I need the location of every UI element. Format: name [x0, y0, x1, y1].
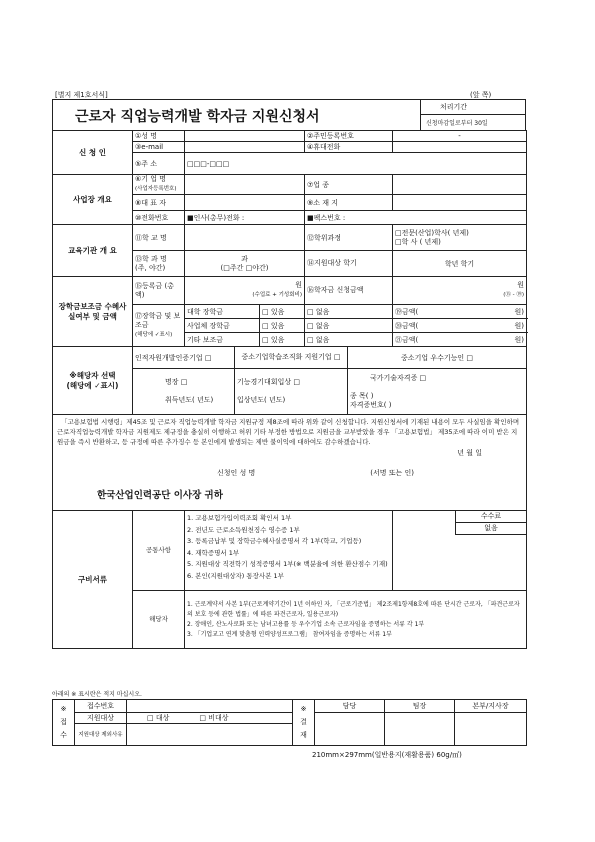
office-use-table — [52, 699, 527, 746]
form-number: [별지 제1호서식] — [55, 91, 108, 99]
docs-related-list: 1. 근로계약서 사본 1부(근로계약기간이 1년 이하인 자, 「근로기준법」 제2조제1항제8호에 따른 단시간 근로자, 「파견근로자의 보호 등에 관한 법률」에 따른 파견근로자, 일용근로자) 2. 장애인, 산노사로화 또는 남녀고용률 등 우수기업 소속 근로자임을 증명하는 서류 각 1부 3. 「기업교고 연계 맞춤형 인력양성프로그램」 참여자임을 증명하는 서류 1부 — [185, 591, 527, 649]
approval-team: 팀장 — [385, 700, 455, 713]
location-label: ⑨소 재 지 — [305, 195, 393, 211]
target-label: 지원대상 — [75, 713, 127, 724]
scholarship-kind: 대학 장학금 — [185, 305, 260, 319]
scholarship-no-checkbox[interactable]: □ 없음 — [305, 319, 393, 333]
applicant-section: 신 청 인 — [53, 131, 133, 175]
course-options[interactable]: □전문(산업)학사( 년제) □학 사 ( 년제) — [393, 225, 527, 251]
fee-label: ⑮등록금 (총액) — [133, 277, 185, 305]
major-label: ⑬학 과 명 (주, 야간) — [133, 251, 185, 277]
fax-field[interactable]: ■팩스번호 : — [305, 211, 527, 225]
scholarship-kind: 기타 보조금 — [185, 333, 260, 347]
email-field[interactable] — [185, 142, 305, 153]
paper-spec: 210mm×297mm(일반용지(재활용품) 60g/㎡) — [312, 751, 462, 759]
fee-box — [393, 511, 527, 591]
ceo-field[interactable] — [185, 195, 305, 211]
scholarship-yes-checkbox[interactable]: □ 있음 — [260, 305, 305, 319]
scholarship-amount[interactable]: ㉑금액( 원) — [393, 333, 527, 347]
scholarship-no-checkbox[interactable]: □ 없음 — [305, 305, 393, 319]
docs-common-list: 1. 고용보험가입이력조회 확인서 1부 2. 전년도 근로소득원천징수 영수증 1부 3. 등록금납부 및 장학금수혜사실증명서 각 1부(학교, 기업등) 4. 재학증명서 1부 5. 지원대상 직전학기 성적증명서 1부(※ 백분율에 의한 환산점수 기재) 6. 본인(지원대상자) 통장사본 1부 — [185, 511, 393, 591]
declaration-text: 「고용보험법 시행령」제45조 및 근로자 직업능력개발 학자금 지원규정 제8조에 따라 위와 같이 신청합니다. 지원신청서에 기재된 내용이 모두 사실임을 확인하며 근로자직업능력개발 학자금 지원제도 제규정을 충실히 이행하고 허위 기타 부정한 방법으로 지원금을 교부받았을 경우 「고용보험법」 제35조에 따라 이미 받은 지원금을 즉시 반환하고, 등 규정에 따른 추가징수 등 본인에게 발생되는 제반 불이익에 대하여도 감수하겠습니다. — [57, 418, 520, 446]
docs-common-label: 공통사항 — [133, 511, 185, 591]
target-option-contest[interactable]: 기능경기대회입상 □ 입상년도( 년도) — [235, 369, 348, 415]
target-option-certificate[interactable]: 국가기술자격증 □ 종 목( ) 자격증번호( ) — [348, 369, 527, 415]
zipcode-boxes: □□□-□□□ — [187, 159, 230, 168]
scholarship-amount[interactable]: ⑳금액( 원) — [393, 319, 527, 333]
processing-period-value: 신청마감일로부터 30일 — [426, 120, 488, 127]
exclusion-label: 지원대상 제외사유 — [75, 724, 127, 746]
footer-note: 아래의 ※ 표시란은 적지 마십시오. — [52, 691, 142, 698]
rrn-field[interactable]: - — [393, 131, 527, 142]
docs-related-label: 해당자 — [133, 591, 185, 649]
scholarship-no-checkbox[interactable]: □ 없음 — [305, 333, 393, 347]
request-amount-label: ⑯학자금 신청금액 — [305, 277, 393, 305]
fee-value: 없음 — [455, 523, 526, 535]
target-yes-checkbox[interactable]: □ 대상 — [147, 714, 170, 722]
scholarship-yes-checkbox[interactable]: □ 있음 — [260, 333, 305, 347]
ceo-label: ⑧대 표 자 — [133, 195, 185, 211]
signer-label: 신청인 성 명 — [217, 469, 256, 477]
processing-period-label: 처리기간 — [440, 103, 468, 111]
approval-staff-sign[interactable] — [315, 713, 385, 746]
target-no-checkbox[interactable]: □ 비대상 — [199, 714, 229, 722]
request-amount-field[interactable]: 원 (⑮ - ⑲) — [393, 277, 527, 305]
company-label: ⑥기 업 명 (사업자등록번호) — [133, 175, 185, 195]
recipient: 한국산업인력공단 이사장 귀하 — [97, 490, 223, 501]
scholarship-yes-checkbox[interactable]: □ 있음 — [260, 319, 305, 333]
scholarship-amount[interactable]: ⑲금액( 원) — [393, 305, 527, 319]
email-label: ③e-mail — [133, 142, 185, 153]
scholarship-kind: 사업체 장학금 — [185, 319, 260, 333]
school-name-label: ⑪학 교 명 — [133, 225, 185, 251]
target-options[interactable] — [127, 713, 293, 724]
docs-section: 구비서류 — [53, 511, 133, 649]
mobile-field[interactable] — [393, 142, 527, 153]
tel-label: ⑩전화번호 — [133, 211, 185, 225]
rrn-label: ②주민등록번호 — [305, 131, 393, 142]
approval-team-sign[interactable] — [385, 713, 455, 746]
hr-tel-field[interactable]: ■인사(총무)전화 : — [185, 211, 305, 225]
tuition-section: 장학금보조금 수혜사실여부 및 금액 — [53, 277, 133, 347]
industry-field[interactable] — [393, 175, 527, 195]
target-option-sme-learning[interactable]: 중소기업학습조직화 지원기업 □ — [235, 347, 348, 369]
target-semester-field[interactable]: 학년 학기 — [393, 251, 527, 277]
address-label: ⑤주 소 — [133, 153, 185, 175]
declaration-date: 년 월 일 — [457, 449, 483, 457]
school-section: 교육기관 개 요 — [53, 225, 133, 277]
fee-field[interactable]: 원 (수업료 + 기성회비) — [185, 277, 305, 305]
target-semester-label: ⑭지원대상 학기 — [305, 251, 393, 277]
company-field[interactable] — [185, 175, 305, 195]
form-title: 근로자 직업능력개발 학자금 지원신청서 — [75, 109, 320, 125]
course-label: ⑫학위과정 — [305, 225, 393, 251]
receipt-no-field[interactable] — [127, 700, 293, 713]
major-field[interactable]: 과 (□주간 □야간) — [185, 251, 305, 277]
fee-label: 수수료 — [455, 511, 526, 523]
approval-label: ※ 결 재 — [293, 700, 315, 746]
name-label: ①성 명 — [133, 131, 185, 142]
target-option-skilled[interactable]: 중소기업 우수기능인 □ — [348, 347, 527, 369]
name-field[interactable] — [185, 131, 305, 142]
address-field[interactable] — [185, 153, 348, 175]
target-option-master[interactable]: 명장 □ 취득년도( 년도) — [133, 369, 235, 415]
approval-staff: 담당 — [315, 700, 385, 713]
receipt-label: ※ 접 수 — [53, 700, 75, 746]
page-side: (앞 쪽) — [470, 91, 492, 99]
declaration-block — [53, 415, 527, 511]
exclusion-field[interactable] — [127, 724, 293, 746]
school-name-field[interactable] — [185, 225, 305, 251]
scholarship-label: ⑰장학금 및 보조금 (해당에 ✓표시) — [133, 305, 185, 347]
industry-label: ⑦업 종 — [305, 175, 393, 195]
mobile-label: ④휴대전화 — [305, 142, 393, 153]
location-field[interactable] — [393, 195, 527, 211]
target-section: ※해당자 선택 (해당에 ✓표시) — [53, 347, 133, 415]
receipt-no-label: 접수번호 — [75, 700, 127, 713]
target-option-hrd[interactable]: 인적자원개발인증기업 □ — [133, 347, 235, 369]
form-table — [52, 130, 527, 649]
signature-field[interactable]: (서명 또는 인) — [370, 469, 414, 477]
workplace-section: 사업장 개요 — [53, 175, 133, 225]
approval-head-sign[interactable] — [455, 713, 527, 746]
approval-head: 본부/지사장 — [455, 700, 527, 713]
